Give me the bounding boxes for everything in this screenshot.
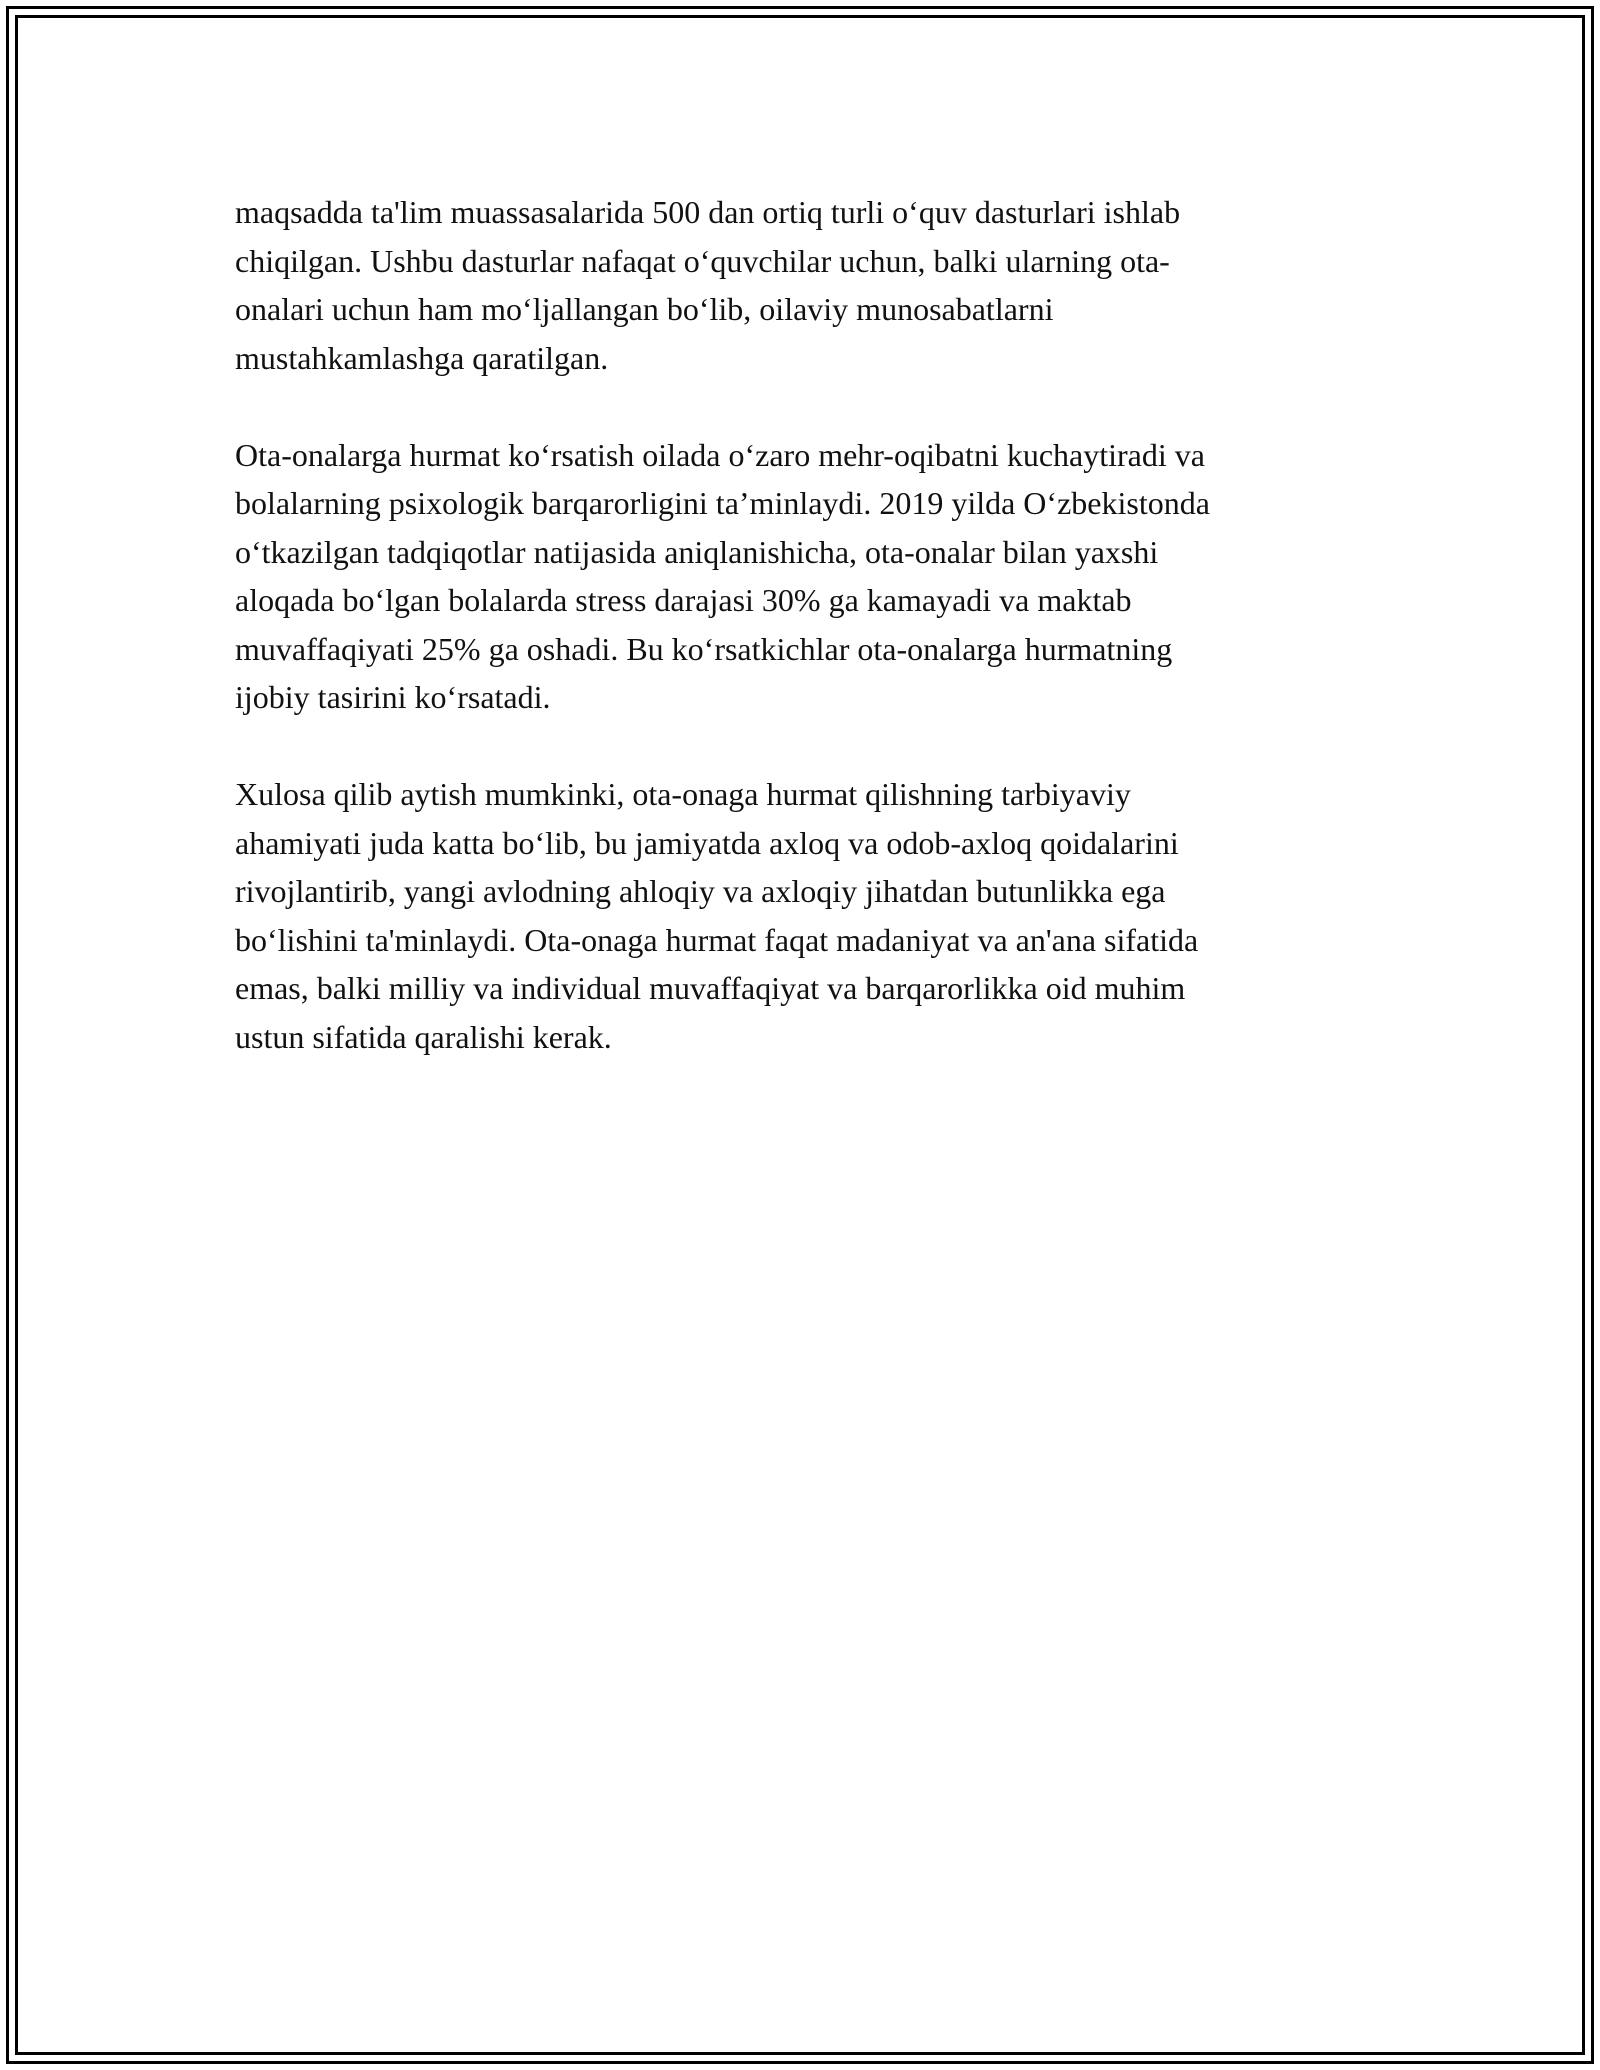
paragraph-3-line-2: ahamiyati juda katta bo‘lib, bu jamiyatda axloq va odob-axloq qoidalarini <box>235 824 1179 861</box>
paragraph-2 <box>235 431 1370 722</box>
paragraph-2-line-4: aloqada bo‘lgan bolalarda stress darajasi 30% ga kamayadi va maktab <box>235 582 1132 618</box>
paragraph-2-line-5: muvaffaqiyati 25% ga oshadi. Bu ko‘rsatkichlar ota-onalarga hurmatning <box>235 630 1173 667</box>
paragraph-1-line-1: maqsadda ta'lim muassasalarida 500 dan ortiq turli o‘quv dasturlari ishlab <box>235 194 1181 230</box>
paragraph-1-line-4: mustahkamlashga qaratilgan. <box>235 339 609 376</box>
document-body <box>235 188 1370 1110</box>
paragraph-3-line-4: bo‘lishini ta'minlaydi. Ota-onaga hurmat faqat madaniyat va an'ana sifatida <box>235 921 1199 958</box>
paragraph-2-line-6: ijobiy tasirini ko‘rsatadi. <box>235 679 551 715</box>
paragraph-3-line-1: Xulosa qilib aytish mumkinki, ota-onaga hurmat qilishning tarbiyaviy <box>235 776 1131 812</box>
paragraph-2-line-3: o‘tkazilgan tadqiqotlar natijasida aniqlanishicha, ota-onalar bilan yaxshi <box>235 533 1159 570</box>
paragraph-3-line-3: rivojlantirib, yangi avlodning ahloqiy va axloqiy jihatdan butunlikka ega <box>235 873 1166 909</box>
paragraph-1 <box>235 188 1370 382</box>
paragraph-3-line-5: emas, balki milliy va individual muvaffaqiyat va barqarorlikka oid muhim <box>235 970 1186 1006</box>
paragraph-3-line-6: ustun sifatida qaralishi kerak. <box>235 1018 612 1055</box>
paragraph-3 <box>235 770 1370 1061</box>
paragraph-2-line-1: Ota-onalarga hurmat ko‘rsatish oilada o‘zaro mehr-oqibatni kuchaytiradi va <box>235 436 1205 473</box>
paragraph-2-line-2: bolalarning psixologik barqarorligini ta’minlaydi. 2019 yilda O‘zbekistonda <box>235 485 1210 521</box>
paragraph-1-line-3: onalari uchun ham mo‘ljallangan bo‘lib, oilaviy munosabatlarni <box>235 291 1054 327</box>
paragraph-1-line-2: chiqilgan. Ushbu dasturlar nafaqat o‘quvchilar uchun, balki ularning ota- <box>235 242 1170 279</box>
